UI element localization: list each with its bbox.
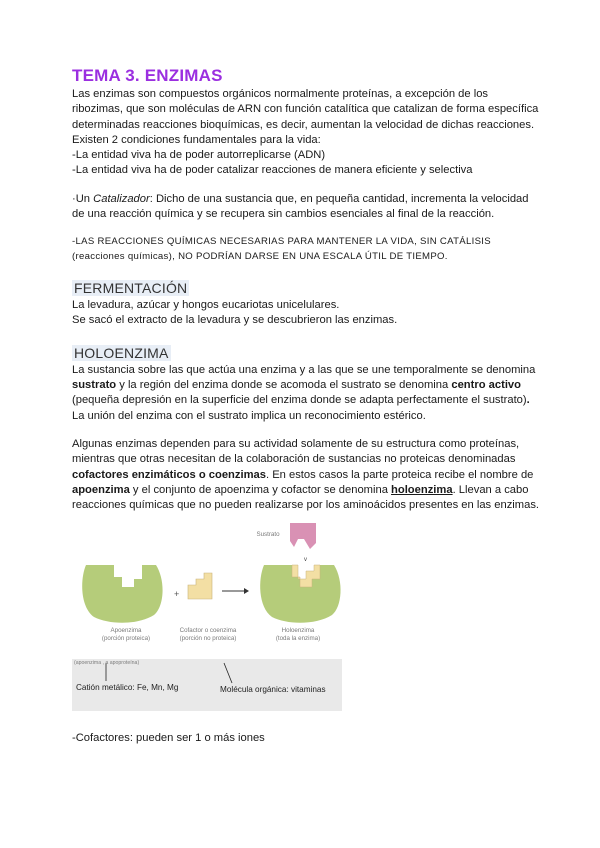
text-run: (pequeña depresión en la superficie del enzima donde se adapta perfectamente el sustrato) xyxy=(72,394,527,407)
conditions-lead: Existen 2 condiciones fundamentales para la vida: xyxy=(72,133,321,146)
holoenzima-paragraph-1 xyxy=(72,363,542,424)
condition-item: -La entidad viva ha de poder autorreplicarse (ADN) xyxy=(72,149,326,162)
cofactor-label-line: (porción no proteica) xyxy=(179,634,237,642)
apoenzyme-label-line: Apoenzima xyxy=(110,627,142,635)
holoenzyme-label-line: Holoenzima xyxy=(281,627,315,635)
plus-sign: + xyxy=(174,589,180,600)
substrate-shape xyxy=(290,523,316,549)
section-heading-fermentacion: FERMENTACIÓN xyxy=(74,280,188,297)
catalysis-note: -LAS REACCIONES QUÍMICAS NECESARIAS PARA MANTENER LA VIDA, SIN CATÁLISIS (reacciones químicas), NO PODRÍAN DARSE EN UNA ESCALA ÚTIL DE TIEMPO. xyxy=(72,236,491,262)
document-page xyxy=(72,66,542,747)
text-run: . Llevan a cabo reacciones químicas que no pueden realizarse por los aminoácidos presentes en las enzimas. xyxy=(72,483,540,512)
fermentacion-line: Se sacó el extracto de la levadura y se descubrieron las enzimas. xyxy=(72,314,398,327)
cofactor-label-line: Cofactor o coenzima xyxy=(179,627,237,635)
holoenzyme-label-line: (toda la enzima) xyxy=(275,634,321,642)
page-title: TEMA 3. ENZIMAS xyxy=(72,66,223,85)
text-run: Algunas enzimas dependen para su actividad solamente de su estructura como proteínas, mientras que otras necesitan de la colaboración de sustancias no proteicas denominadas xyxy=(72,437,520,466)
term-sustrato: sustrato xyxy=(72,379,117,392)
holoenzyme-shape xyxy=(260,565,340,623)
text-run: y el conjunto de apoenzima y cofactor se denomina xyxy=(129,483,392,496)
catalizador-text: : Dicho de una sustancia que, en pequeña cantidad, incrementa la velocidad de una reacción química y se recupera sin cambios esenciales al final de la reacción. xyxy=(72,192,529,221)
catalizador-term: Catalizador xyxy=(93,192,150,205)
handwritten-notes-area xyxy=(72,659,342,711)
term-apoenzima: apoenzima xyxy=(72,483,130,496)
section-heading-holoenzima: HOLOENZIMA xyxy=(74,344,169,361)
apoenzyme-note: (apoenzima , a apoproteína) xyxy=(74,660,140,667)
catalizador-prefix: ·Un xyxy=(72,192,94,205)
holoenzyme-figure xyxy=(72,521,352,713)
intro-paragraph: Las enzimas son compuestos orgánicos normalmente proteínas, a excepción de los ribozimas, que son moléculas de ARN con función catalítica que catalizan de forma específica determinadas reacciones bioquímicas, es decir, aumentan la velocidad de dichas reacciones. xyxy=(72,88,539,131)
text-run: y la región del enzima donde se acomoda el sustrato se denomina xyxy=(116,379,452,392)
apoenzyme-label-line: (porción proteica) xyxy=(101,634,151,642)
holoenzima-paragraph-2 xyxy=(72,437,542,513)
cofactor-label xyxy=(168,627,248,642)
term-centro-activo: centro activo xyxy=(451,379,521,392)
apoenzyme-shape xyxy=(82,565,162,623)
binding-tick: v xyxy=(304,557,307,564)
condition-item: -La entidad viva ha de poder catalizar reacciones de manera eficiente y selectiva xyxy=(72,164,473,177)
text-run: La sustancia sobre las que actúa una enzima y a las que se une temporalmente se denomina xyxy=(72,363,536,376)
term-cofactores: cofactores enzimáticos o coenzimas xyxy=(72,468,266,481)
apoenzyme-label xyxy=(86,627,166,642)
holoenzyme-label xyxy=(258,627,338,642)
bold-period: . xyxy=(526,394,530,407)
fermentacion-line: La levadura, azúcar y hongos eucariotas unicelulares. xyxy=(72,299,340,312)
text-run: . En estos casos la parte proteica recibe el nombre de xyxy=(265,468,534,481)
arrow-head xyxy=(244,588,249,594)
text-run: La unión del enzima con el sustrato implica un reconocimiento estérico. xyxy=(72,409,426,422)
cofactores-line: -Cofactores: pueden ser 1 o más iones xyxy=(72,732,265,745)
substrate-label: Sustrato xyxy=(256,531,280,539)
cation-note: Catión metálico: Fe, Mn, Mg xyxy=(76,683,179,693)
catalizador-definition xyxy=(72,192,542,223)
term-holoenzima: holoenzima xyxy=(391,483,453,496)
cofactor-shape xyxy=(188,573,212,599)
organic-molecule-note: Molécula orgánica: vitaminas xyxy=(220,685,326,695)
